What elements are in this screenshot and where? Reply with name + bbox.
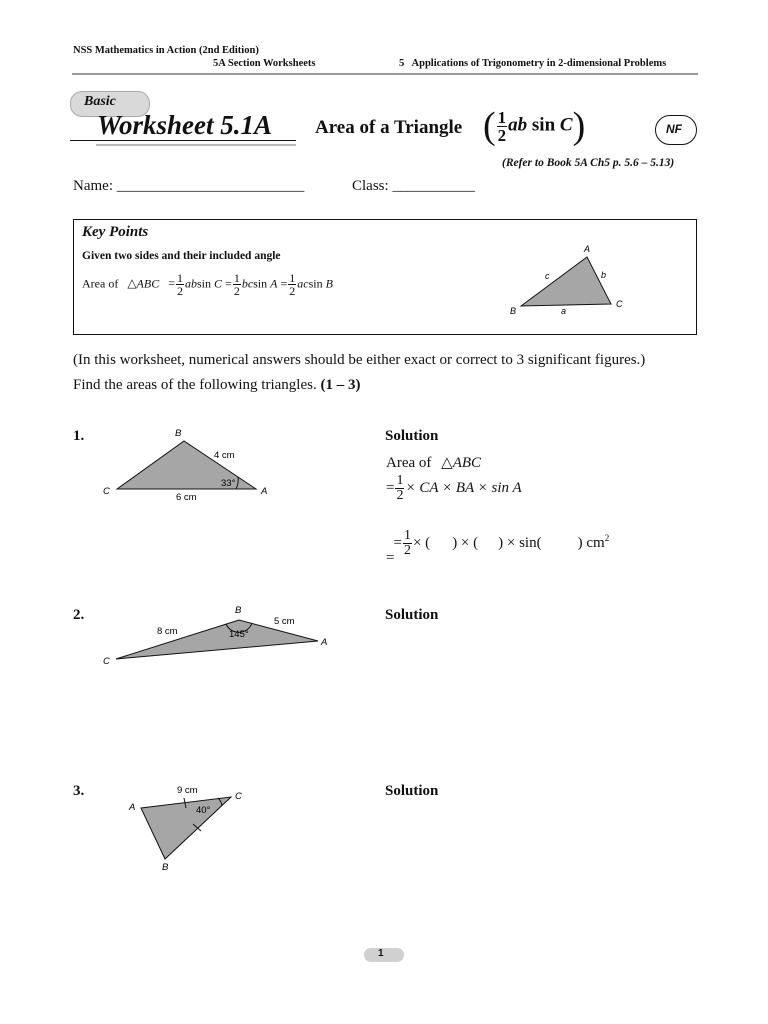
frac-den: 2 [233,284,240,298]
q1-blank-c: ) × sin( [498,534,542,551]
book-reference: (Refer to Book 5A Ch5 p. 5.6 – 5.13) [502,157,675,169]
question-2-number: 2. [73,607,85,623]
instructions-task [73,377,360,394]
triangle-symbol: △ [441,455,453,471]
formula2-var: A [270,276,278,291]
question-2-triangle-diagram [95,600,345,672]
triangle-name: ABC [136,276,160,291]
page-number: 1 [378,948,384,959]
q2-angle-145: 145° [229,629,249,640]
formula-denominator: 2 [497,125,507,145]
side-b: b [601,270,607,280]
section-title: 5A Section Worksheets [213,58,316,69]
side-a: a [561,306,567,316]
formula-sin: sin [531,114,556,136]
q3-vertex-A: A [129,802,136,813]
formula3-ac: ac [297,276,309,291]
key-points-subheading: Given two sides and their included angle [82,250,281,262]
q1-eq: = [386,479,395,496]
class-field[interactable] [352,178,475,195]
task-text: Find the areas of the following triangles. [73,377,317,393]
key-triangle [521,257,611,306]
task-range: (1 – 3) [320,377,361,393]
frac-den: 2 [403,543,411,558]
q2-vertex-B: B [235,605,242,616]
q1-area-of: Area of [386,455,432,471]
frac-den: 2 [177,284,183,298]
q1-work-line2 [386,474,522,503]
frac-num: 1 [403,528,411,543]
q2-vertex-A: A [321,637,328,648]
name-blank[interactable]: _________________________ [116,178,305,194]
formula3-var: B [325,276,333,291]
title-underline [70,140,296,141]
q1-side-6cm: 6 cm [176,492,197,503]
topic-formula: ( $\frac{1}{2}$ ab sin C) [483,105,586,147]
question-1-number: 1. [73,428,85,444]
frac-num: 1 [233,271,240,285]
vertex-B: B [510,306,517,316]
q1-work-line4: = [386,550,395,566]
worksheet-title: Worksheet 5.1A [97,110,273,140]
title-shadow-rule [96,144,296,146]
q1-unit-sup: 2 [604,532,610,543]
formula-var: C [559,114,573,136]
nf-badge-label: NF [666,122,682,136]
side-c: c [545,271,550,281]
class-label: Class: [352,178,389,194]
equals-sign: = [280,276,288,291]
q3-vertex-C: C [235,791,242,802]
q1-work-line3 [386,512,609,558]
book-title: NSS Mathematics in Action (2nd Edition) [73,45,259,56]
formula1-ab: ab [185,276,197,291]
q1-angle-33: 33° [221,478,236,489]
question-3-number: 3. [73,783,85,799]
frac-num: 1 [396,473,404,488]
page-number-badge [364,948,404,962]
formula-ab: ab [508,114,528,136]
q1-blank-b: ) × ( [452,534,479,551]
question-1-triangle-diagram [100,425,280,505]
question-2-solution-label: Solution [385,607,439,623]
q1-vertex-C: C [103,486,110,497]
q1-formula-expanded: × CA × BA × sin A [405,479,522,496]
equals-sign: = [225,276,232,291]
q2-vertex-C: C [103,656,110,667]
q1-eq: = [393,534,402,551]
question-3-solution-label: Solution [385,783,439,799]
question-1-solution-label: Solution [385,428,439,444]
q3-side-9cm: 9 cm [177,785,198,796]
formula1-sin: sin [197,276,212,291]
q3-vertex-B: B [162,862,169,873]
q1-vertex-B: B [175,428,182,439]
instructions-note: (In this worksheet, numerical answers should be either exact or correct to 3 significant figures.) [73,352,646,368]
q1-unit: ) cm [577,534,605,551]
class-blank[interactable]: ___________ [392,178,475,194]
name-field[interactable] [73,178,304,195]
formula2-bc: bc [241,276,254,291]
q1-blank-a: × ( [412,534,431,551]
frac-num: 1 [289,271,296,285]
name-label: Name: [73,178,113,194]
formula2-sin: sin [253,276,268,291]
level-badge-label: Basic [84,94,116,109]
q2-side-8cm: 8 cm [157,626,178,637]
chapter-title: 5 Applications of Trigonometry in 2-dimensional Problems [399,58,667,69]
topic-title: Area of a Triangle [315,117,463,138]
q3-angle-40: 40° [196,805,211,816]
key-points-heading: Key Points [82,224,149,240]
vertex-C: C [616,299,623,309]
q1-work-line1 [386,453,481,472]
equals-sign: = [168,276,175,291]
q1-vertex-A: A [261,486,268,497]
q1-triangle-name: ABC [452,455,482,471]
q1-side-4cm: 4 cm [214,450,235,461]
vertex-A: A [584,244,591,254]
frac-den: 2 [289,284,296,298]
header-rule [72,73,698,75]
q2-side-5cm: 5 cm [274,616,295,627]
formula-numerator: 1 [497,107,507,127]
formula1-var: C [214,276,223,291]
key-points-triangle-diagram [500,240,640,322]
key-points-formula [82,272,333,297]
frac-num: 1 [177,271,183,285]
formula3-sin: sin [308,276,323,291]
question-3-triangle-diagram [120,780,260,875]
area-of-label: Area of [82,276,119,291]
frac-den: 2 [396,488,404,503]
triangle-symbol: △ [127,276,137,291]
